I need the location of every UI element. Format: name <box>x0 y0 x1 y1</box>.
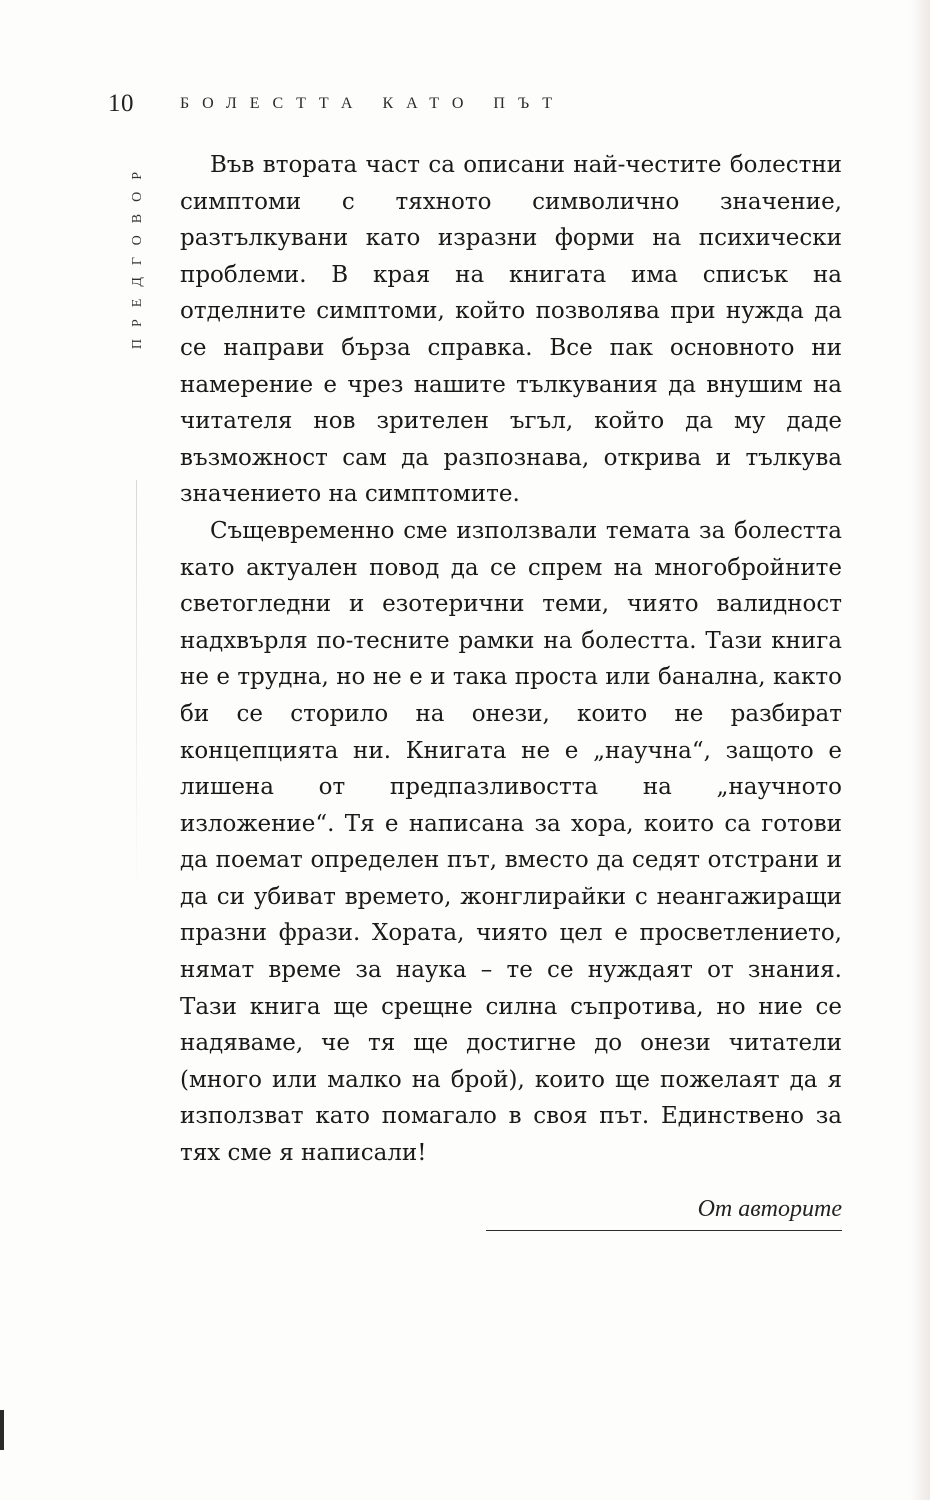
running-head-title: БОЛЕСТТА КАТО ПЪТ <box>180 95 565 112</box>
paragraph: Във втората част са описани най-честите болестни симптоми с тяхното символично значение, разтълкувани като изразни форми на психически проблеми. В края на книгата има списък на отделните симптоми, който позволява при нужда да се направи бърза справка. Все пак основното ни намерение е чрез нашите тълкувания да внушим на читателя нов зрителен ъгъл, който да му даде възможност сам да разпознава, открива и тълкува значението на симптомите. <box>180 152 842 508</box>
side-divider <box>136 480 137 900</box>
signature-rule <box>486 1230 842 1231</box>
page-edge-shade <box>910 0 930 1500</box>
page-number: 10 <box>108 90 134 117</box>
signature: От авторите <box>697 1196 842 1222</box>
paragraph: Същевременно сме използвали темата за болестта като актуален повод да се спрем на многобройните светогледни и езотерични теми, чиято валидност надхвърля по-тесните рамки на болестта. Тази книга не е трудна, но не е и така проста или банална, както би се сторило на онези, които не разбират концепцията ни. Книгата не е „научна“, защото е лишена от предпазливостта на „научното изложение“. Тя е написана за хора, които са готови да поемат определен път, вместо да седят отстрани и да си убиват времето, жонглирайки с неангажиращи празни фрази. Хората, чиято цел е просветлението, нямат време за наука – те се нуждаят от знания. Тази книга ще срещне силна съпротива, но ние се надяваме, че тя ще достигне до онези читатели (много или малко на брой), които ще пожелаят да я използват като помагало в своя път. Единствено за тях сме я написали! <box>180 517 842 1167</box>
section-side-label: ПРЕДГОВОР <box>130 160 145 350</box>
page-edge-mark <box>0 1410 4 1450</box>
body-text <box>180 147 842 1172</box>
